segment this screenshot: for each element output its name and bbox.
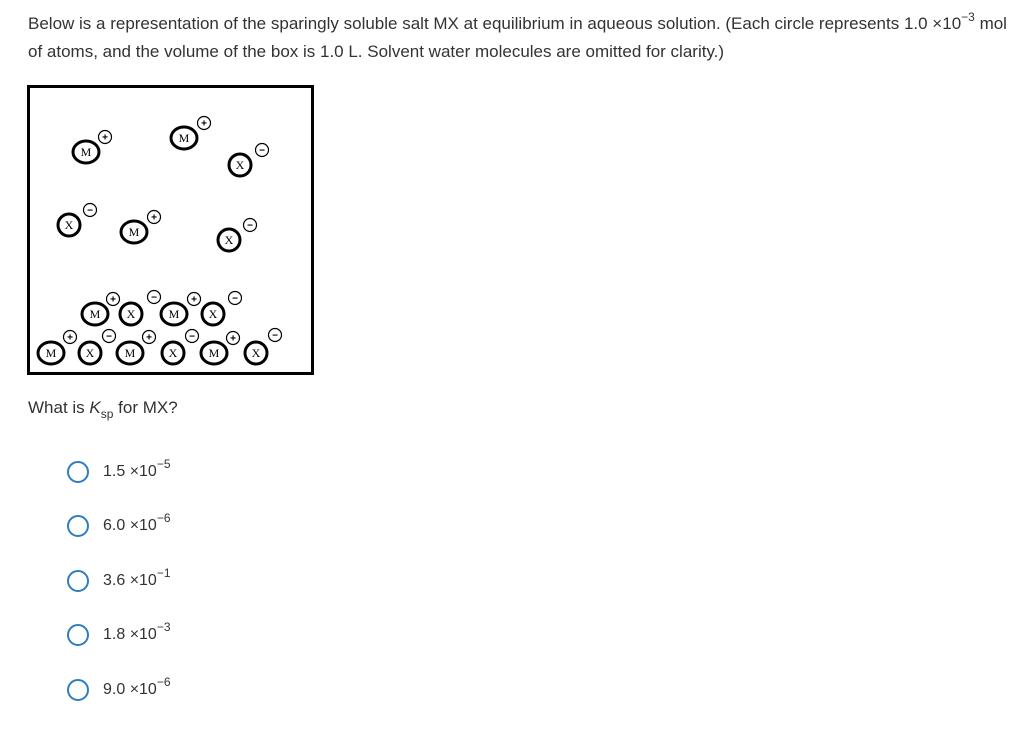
radio-button[interactable] — [67, 461, 89, 483]
question-intro-rest: mol of atoms, and the volume of the box is 1.0 L. Solvent water molecules are omitted for clarity.) — [28, 14, 1007, 61]
option-label — [103, 456, 171, 481]
option-exponent: −6 — [156, 511, 171, 525]
ion-label: X — [208, 307, 218, 321]
equilibrium-diagram — [27, 85, 314, 375]
option-label — [103, 565, 171, 590]
ion-label: M — [178, 131, 190, 145]
answer-option[interactable] — [67, 676, 171, 703]
charge-sign: + — [67, 332, 73, 344]
charge-sign: − — [232, 293, 238, 305]
answer-option[interactable] — [67, 622, 171, 649]
charge-sign: − — [189, 331, 195, 343]
question-intro: Below is a representation of the sparingly soluble salt MX at equilibrium in aqueous solution. (Each circle represents 1.0 ×10 — [28, 14, 962, 33]
option-mantissa: 1.8 ×10 — [103, 626, 157, 643]
ion-label: M — [208, 346, 220, 360]
ion-label: M — [168, 307, 180, 321]
ion-label: X — [235, 158, 245, 172]
ion-label: X — [64, 218, 74, 232]
answer-option[interactable] — [67, 513, 171, 540]
charge-sign: + — [146, 332, 152, 344]
question-text — [28, 10, 1008, 66]
option-mantissa: 3.6 ×10 — [103, 571, 157, 589]
radio-button[interactable] — [67, 570, 89, 592]
charge-sign: − — [87, 205, 93, 217]
option-exponent: −5 — [156, 456, 171, 471]
charge-sign: − — [247, 220, 253, 232]
question-prompt — [28, 398, 178, 421]
option-mantissa: 6.0 ×10 — [103, 517, 157, 534]
charge-sign: + — [151, 212, 157, 224]
charge-sign: − — [272, 330, 278, 342]
answer-option[interactable] — [67, 458, 171, 485]
charge-sign: − — [106, 331, 112, 343]
ion-label: M — [124, 346, 136, 360]
option-exponent: −3 — [156, 620, 171, 634]
option-exponent: −1 — [156, 565, 171, 580]
charge-sign: − — [259, 145, 265, 157]
ion-label: M — [128, 225, 140, 239]
radio-button[interactable] — [67, 624, 89, 646]
option-exponent: −6 — [156, 674, 171, 689]
ion-label: X — [168, 346, 178, 360]
radio-button[interactable] — [67, 679, 89, 701]
answer-option[interactable] — [67, 567, 171, 594]
option-mantissa: 9.0 ×10 — [103, 680, 157, 698]
prompt-pre: What is — [28, 398, 90, 417]
ion-label: M — [80, 145, 92, 159]
charge-sign: + — [110, 294, 116, 306]
question-exponent: −3 — [961, 10, 975, 24]
prompt-post: for MX? — [113, 398, 178, 417]
charge-sign: + — [230, 333, 236, 345]
ksp-symbol: K — [89, 398, 101, 417]
ion-label: X — [224, 233, 234, 247]
ion-label: X — [85, 346, 95, 360]
option-label — [103, 511, 171, 535]
option-label — [103, 620, 171, 644]
radio-button[interactable] — [67, 515, 89, 537]
charge-sign: + — [102, 132, 108, 144]
ion-label: X — [251, 346, 261, 360]
answer-options — [67, 458, 171, 731]
ion-label: M — [89, 307, 101, 321]
option-mantissa: 1.5 ×10 — [103, 462, 157, 480]
charge-sign: + — [201, 118, 207, 130]
charge-sign: − — [151, 292, 157, 304]
option-label — [103, 674, 171, 699]
ion-label: X — [126, 307, 136, 321]
ion-label: M — [45, 346, 57, 360]
ksp-subscript: sp — [100, 407, 114, 421]
charge-sign: + — [191, 294, 197, 306]
